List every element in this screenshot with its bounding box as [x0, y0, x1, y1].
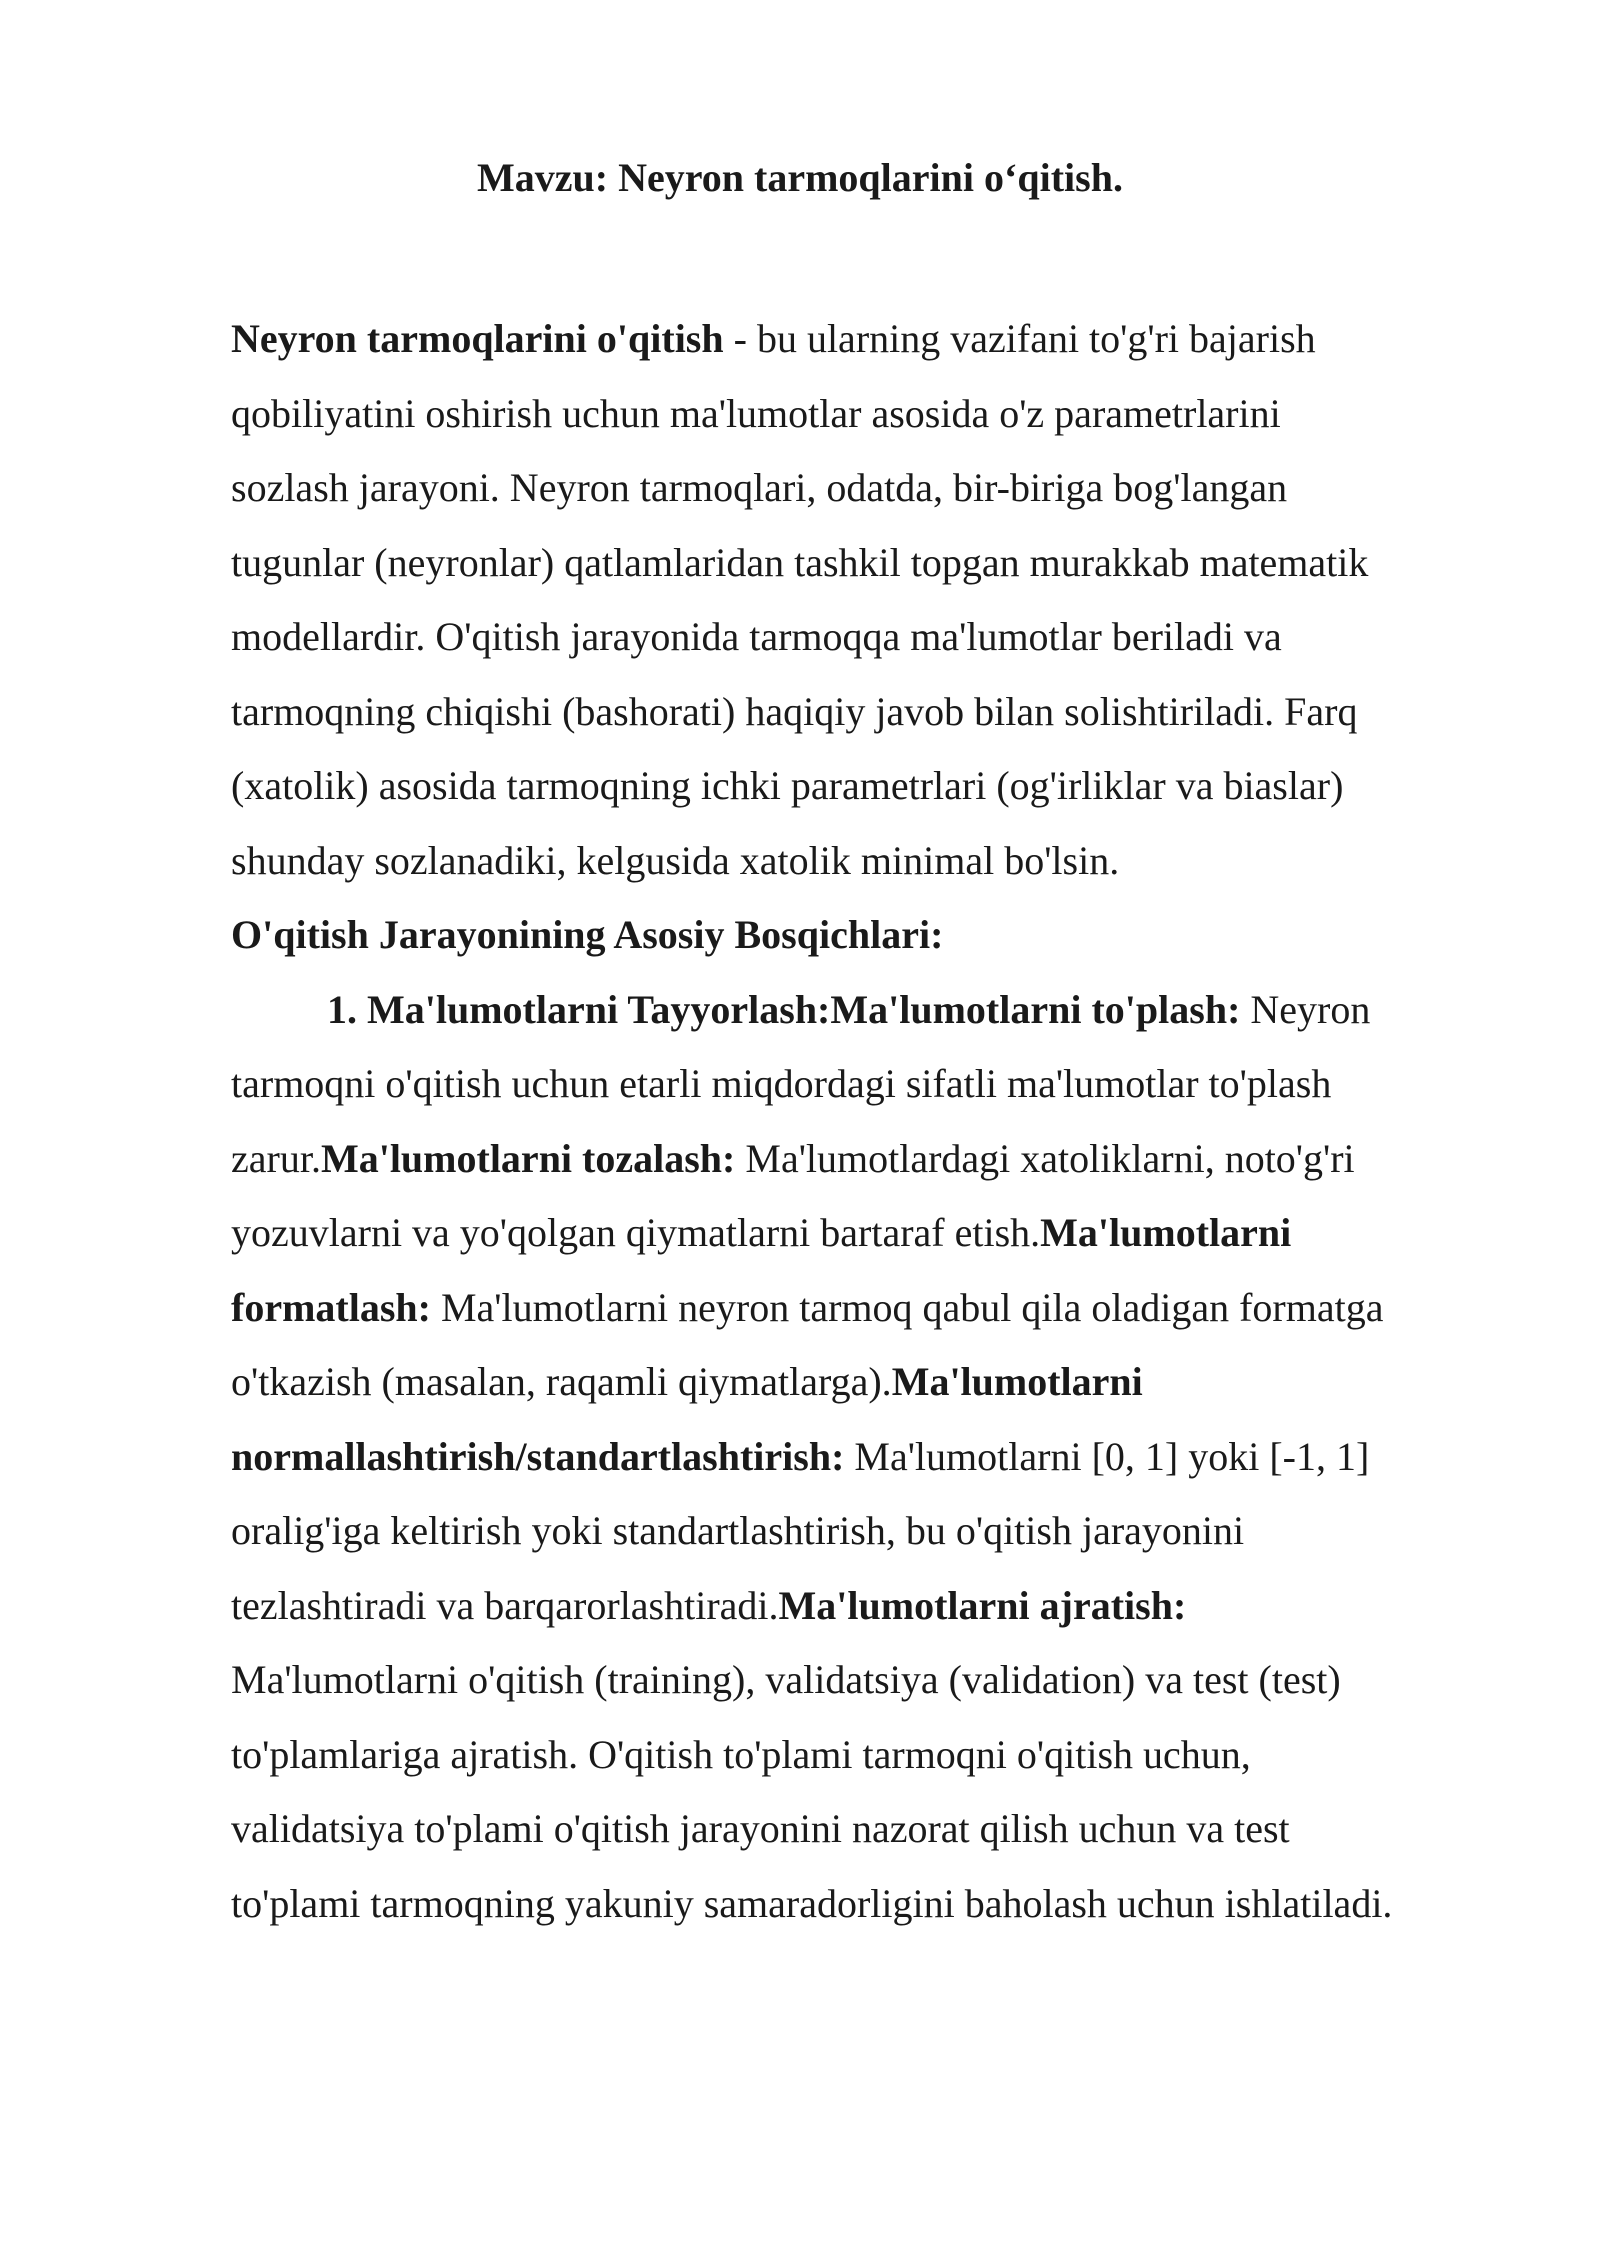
- text-line: [231, 451, 1481, 526]
- bold-text: Neyron tarmoqlarini o'qitish: [231, 316, 724, 361]
- text-run: Neyron: [1240, 986, 1371, 1032]
- text-run: validatsiya to'plami o'qitish jarayonini nazorat qilish uchun va test: [231, 1806, 1290, 1851]
- text-run: oralig'iga keltirish yoki standartlashtirish, bu o'qitish jarayonini: [231, 1508, 1245, 1553]
- bold-text: Ma'lumotlarni: [1040, 1210, 1292, 1255]
- text-run: qobiliyatini oshirish uchun ma'lumotlar asosida o'z parametrlarini: [231, 390, 1281, 436]
- text-run: Ma'lumotlarni neyron tarmoq qabul qila oladigan formatga: [430, 1284, 1384, 1330]
- text-line: [231, 749, 1481, 824]
- text-line: [231, 1047, 1481, 1122]
- text-run: Ma'lumotlarni [0, 1] yoki [-1, 1]: [844, 1433, 1370, 1479]
- text-line: [231, 1792, 1481, 1867]
- document-body: [231, 302, 1481, 1941]
- text-run: o'tkazish (masalan, raqamli qiymatlarga).: [231, 1359, 892, 1404]
- bold-text: normallashtirish/standartlashtirish:: [231, 1433, 845, 1479]
- text-line: [231, 1643, 1481, 1718]
- bold-text: Ma'lumotlarni tozalash:: [320, 1135, 736, 1181]
- text-line: [231, 1494, 1481, 1569]
- text-run: Ma'lumotlardagi xatoliklarni, noto'g'ri: [735, 1135, 1355, 1181]
- text-line: [231, 824, 1481, 899]
- text-line: [231, 302, 1481, 377]
- text-run: (xatolik) asosida tarmoqning ichki parametrlari (og'irliklar va biaslar): [231, 763, 1344, 808]
- text-line: [231, 1122, 1481, 1197]
- text-line: [231, 1718, 1481, 1793]
- bold-text: 1. Ma'lumotlarni Tayyorlash:Ma'lumotlarni to'plash:: [327, 986, 1241, 1032]
- text-line: [231, 1867, 1481, 1942]
- text-line: [231, 526, 1481, 601]
- text-line: [231, 600, 1481, 675]
- text-run: tugunlar (neyronlar) qatlamlaridan tashkil topgan murakkab matematik: [231, 539, 1369, 585]
- bold-text: Ma'lumotlarni ajratish:: [778, 1582, 1187, 1628]
- text-run: tezlashtiradi va barqarorlashtiradi.: [231, 1582, 779, 1628]
- text-run: Ma'lumotlarni o'qitish (training), validatsiya (validation) va test (test): [231, 1657, 1341, 1702]
- text-line: [231, 1345, 1481, 1420]
- text-line: [231, 1569, 1481, 1644]
- text-line: [231, 675, 1481, 750]
- text-run: zarur.: [231, 1135, 321, 1181]
- bold-text: O'qitish Jarayonining Asosiy Bosqichlari:: [231, 912, 944, 957]
- text-line: [231, 898, 1481, 973]
- text-run: - bu ularning vazifani to'g'ri bajarish: [723, 316, 1316, 361]
- bold-text: formatlash:: [231, 1284, 431, 1330]
- text-run: to'plami tarmoqning yakuniy samaradorligini baholash uchun ishlatiladi.: [231, 1880, 1393, 1926]
- text-run: tarmoqning chiqishi (bashorati) haqiqiy javob bilan solishtiriladi. Farq: [231, 688, 1358, 734]
- text-line: [231, 1420, 1481, 1495]
- text-run: yozuvlarni va yo'qolgan qiymatlarni bartaraf etish.: [231, 1210, 1041, 1255]
- text-line: [231, 377, 1481, 452]
- text-run: modellardir. O'qitish jarayonida tarmoqqa ma'lumotlar beriladi va: [231, 614, 1282, 659]
- text-run: shunday sozlanadiki, kelgusida xatolik minimal bo'lsin.: [231, 837, 1120, 883]
- document-title: Mavzu: Neyron tarmoqlarini o‘qitish.: [477, 155, 1123, 200]
- text-line: [231, 1271, 1481, 1346]
- text-line: [231, 1196, 1481, 1271]
- text-run: sozlash jarayoni. Neyron tarmoqlari, odatda, bir-biriga bog'langan: [231, 465, 1288, 510]
- text-line: [231, 973, 1481, 1048]
- text-run: tarmoqni o'qitish uchun etarli miqdordagi sifatli ma'lumotlar to'plash: [231, 1061, 1332, 1106]
- text-run: to'plamlariga ajratish. O'qitish to'plami tarmoqni o'qitish uchun,: [231, 1731, 1251, 1777]
- bold-text: Ma'lumotlarni: [891, 1359, 1143, 1404]
